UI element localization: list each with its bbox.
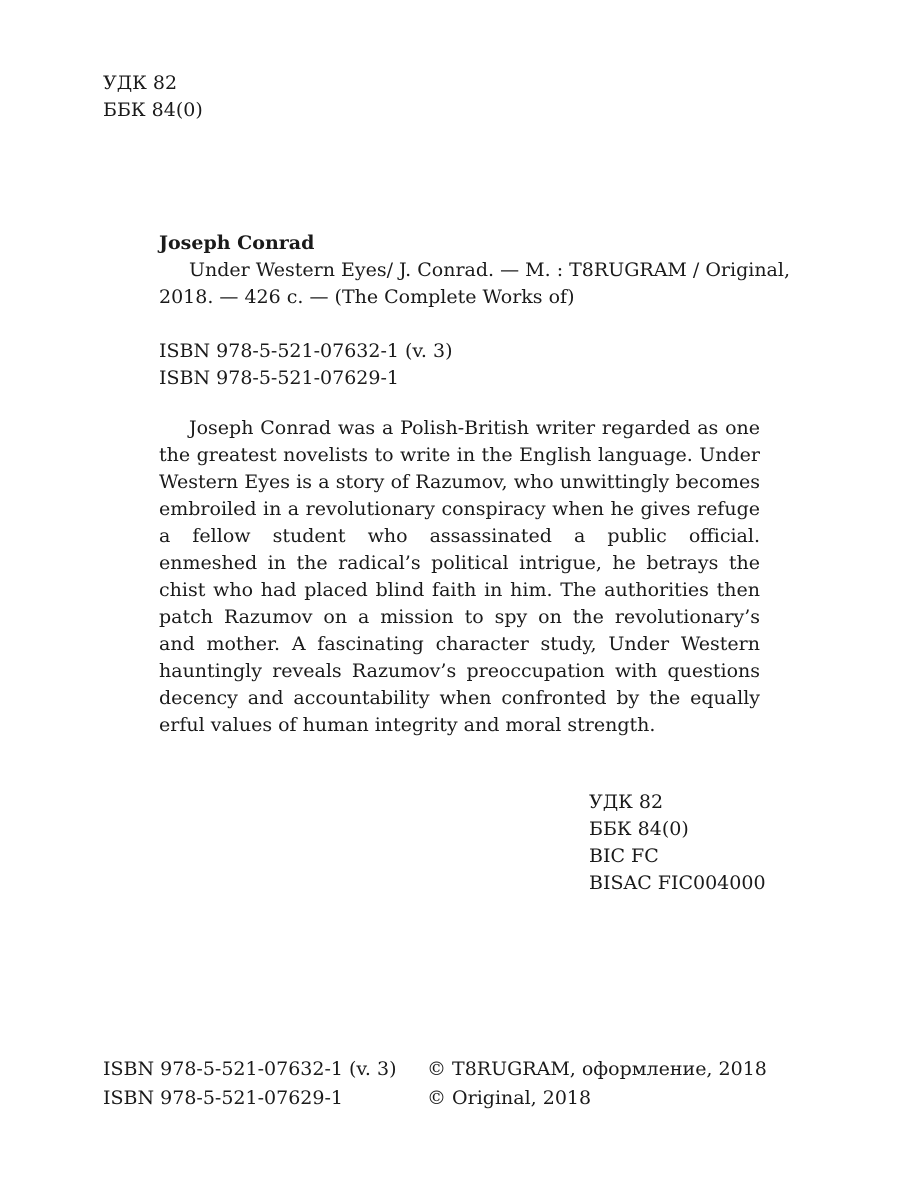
annotation-line: patch Razumov on a mission to spy on the revolutionary’s: [159, 606, 760, 628]
annotation-line: and mother. A fascinating character study, Under Western: [159, 633, 760, 655]
isbn-set: ISBN 978-5-521-07629-1: [159, 367, 399, 389]
footer-isbn-list: [103, 1055, 397, 1113]
isbn-list: [159, 338, 453, 392]
footer-isbn-set: ISBN 978-5-521-07629-1: [103, 1087, 343, 1109]
annotation-line: enmeshed in the radical’s political intrigue, he betrays the: [159, 552, 760, 574]
annotation-line: Joseph Conrad was a Polish-British writer regarded as one: [189, 417, 760, 439]
publication-details: 2018. — 426 c. — (The Complete Works of): [159, 286, 575, 308]
annotation-paragraph: [159, 415, 760, 739]
udk-code: УДК 82: [589, 791, 664, 813]
annotation-line: hauntingly reveals Razumov’s preoccupation with questions: [159, 660, 760, 682]
annotation-line: embroiled in a revolutionary conspiracy when he gives refuge: [159, 498, 760, 520]
annotation-line: Western Eyes is a story of Razumov, who unwittingly becomes: [159, 471, 760, 493]
bbk-code: ББК 84(0): [103, 99, 203, 121]
subject-classification-codes: [589, 789, 766, 897]
copyright-notice: [427, 1055, 767, 1113]
footer-isbn-volume: ISBN 978-5-521-07632-1 (v. 3): [103, 1058, 397, 1080]
copyright-original: © Original, 2018: [427, 1087, 592, 1109]
author-name: Joseph Conrad: [159, 232, 315, 254]
bisac-code: BISAC FIC004000: [589, 872, 766, 894]
bibliographic-record: [159, 230, 791, 311]
udk-code: УДК 82: [103, 72, 178, 94]
title-statement: Under Western Eyes/ J. Conrad. — M. : T8RUGRAM / Original,: [189, 259, 791, 281]
annotation-line: decency and accountability when confronted by the equally: [159, 687, 760, 709]
bic-code: BIC FC: [589, 845, 659, 867]
annotation-line: erful values of human integrity and moral strength.: [159, 714, 656, 736]
annotation-line: chist who had placed blind faith in him. The authorities then: [159, 579, 760, 601]
bbk-code: ББК 84(0): [589, 818, 689, 840]
annotation-line: the greatest novelists to write in the English language. Under: [159, 444, 760, 466]
isbn-volume: ISBN 978-5-521-07632-1 (v. 3): [159, 340, 453, 362]
top-classification-codes: [103, 70, 203, 124]
copyright-design: © T8RUGRAM, оформление, 2018: [427, 1058, 767, 1080]
annotation-line: a fellow student who assassinated a public official.: [159, 525, 760, 547]
